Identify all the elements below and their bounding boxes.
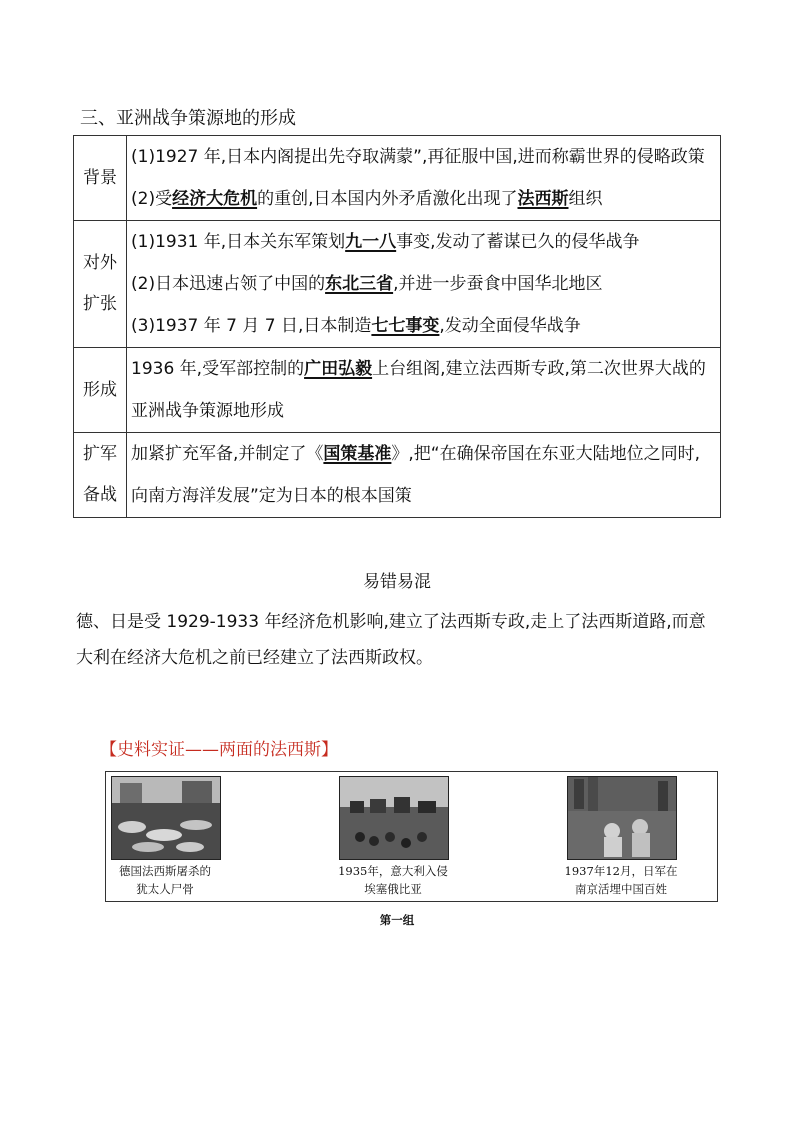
photo-holocaust: [111, 776, 221, 860]
tip-title: 易错易混: [363, 572, 431, 592]
photo-caption: [318, 862, 468, 898]
text-run: 的重创,日本国内外矛盾激化出现了: [257, 189, 518, 209]
text-run: 加紧扩充军备,并制定了《: [131, 444, 324, 464]
row-label: 形成: [74, 348, 127, 433]
photo-caption: [90, 862, 240, 898]
text-run: (2)日本迅速占领了中国的: [131, 274, 326, 294]
caption-line: 南京活埋中国百姓: [575, 882, 667, 896]
formation-table: [73, 135, 721, 518]
photo-group: [105, 771, 718, 902]
table-row-armament: [74, 433, 721, 518]
row-content: [127, 136, 721, 221]
caption-line: 1937年12月，日军在: [564, 864, 678, 878]
row-content: [127, 433, 721, 518]
caption-line: 德国法西斯屠杀的: [119, 864, 211, 878]
caption-line: 埃塞俄比亚: [364, 882, 422, 896]
text-run: 》,把“在确保帝国在东亚大陆地位之同时,向南方海洋发展”定为日本的根本国策: [131, 444, 701, 506]
key-term: 东北三省: [325, 274, 394, 294]
text-run: (2)受: [131, 189, 173, 209]
text-run: (1)1931 年,日本关东军策划: [131, 232, 346, 252]
content-line: [131, 136, 716, 178]
text-run: 1936 年,受军部控制的: [131, 359, 305, 379]
key-term: 法西斯: [517, 189, 569, 209]
source-material-title: 【史料实证——两面的法西斯】: [100, 740, 338, 760]
content-line: [131, 178, 716, 220]
content-line: [131, 305, 716, 347]
key-term: 广田弘毅: [304, 359, 373, 379]
key-term: 国策基准: [323, 444, 392, 464]
text-run: 上台组阁,建立法西斯专政,第二次世界大战的亚洲战争策源地形成: [131, 359, 706, 421]
content-line: [131, 433, 716, 517]
table-row-expansion: [74, 221, 721, 348]
content-line: [131, 263, 716, 305]
content-line: [131, 348, 716, 432]
text-run: (3)1937 年 7 月 7 日,日本制造: [131, 316, 372, 336]
photo-nanjing: [567, 776, 677, 860]
photo-caption: [546, 862, 696, 898]
text-run: ,发动全面侵华战争: [439, 316, 581, 336]
section-title: 三、亚洲战争策源地的形成: [80, 108, 296, 129]
photo-ethiopia: [339, 776, 449, 860]
row-label: 对外扩张: [74, 221, 127, 348]
text-run: 组织: [568, 189, 603, 209]
text-run: 事变,发动了蓄谋已久的侵华战争: [396, 232, 640, 252]
key-term: 经济大危机: [172, 189, 258, 209]
table-row-formation: [74, 348, 721, 433]
caption-line: 犹太人尸骨: [136, 882, 194, 896]
text-run: (1)1927 年,日本内阁提出先夺取满蒙”,再征服中国,进而称霸世界的侵略政策: [131, 147, 705, 167]
table-row-background: [74, 136, 721, 221]
row-label: 背景: [74, 136, 127, 221]
group-caption: 第一组: [379, 913, 415, 927]
key-term: 九一八: [345, 232, 397, 252]
row-content: [127, 221, 721, 348]
tip-text: 德、日是受 1929-1933 年经济危机影响,建立了法西斯专政,走上了法西斯道路,而意大利在经济大危机之前已经建立了法西斯政权。: [76, 612, 706, 668]
text-run: ,并进一步蚕食中国华北地区: [393, 274, 603, 294]
content-line: [131, 221, 716, 263]
row-content: [127, 348, 721, 433]
key-term: 七七事变: [371, 316, 440, 336]
row-label: 扩军备战: [74, 433, 127, 518]
caption-line: 1935年，意大利入侵: [338, 864, 448, 878]
